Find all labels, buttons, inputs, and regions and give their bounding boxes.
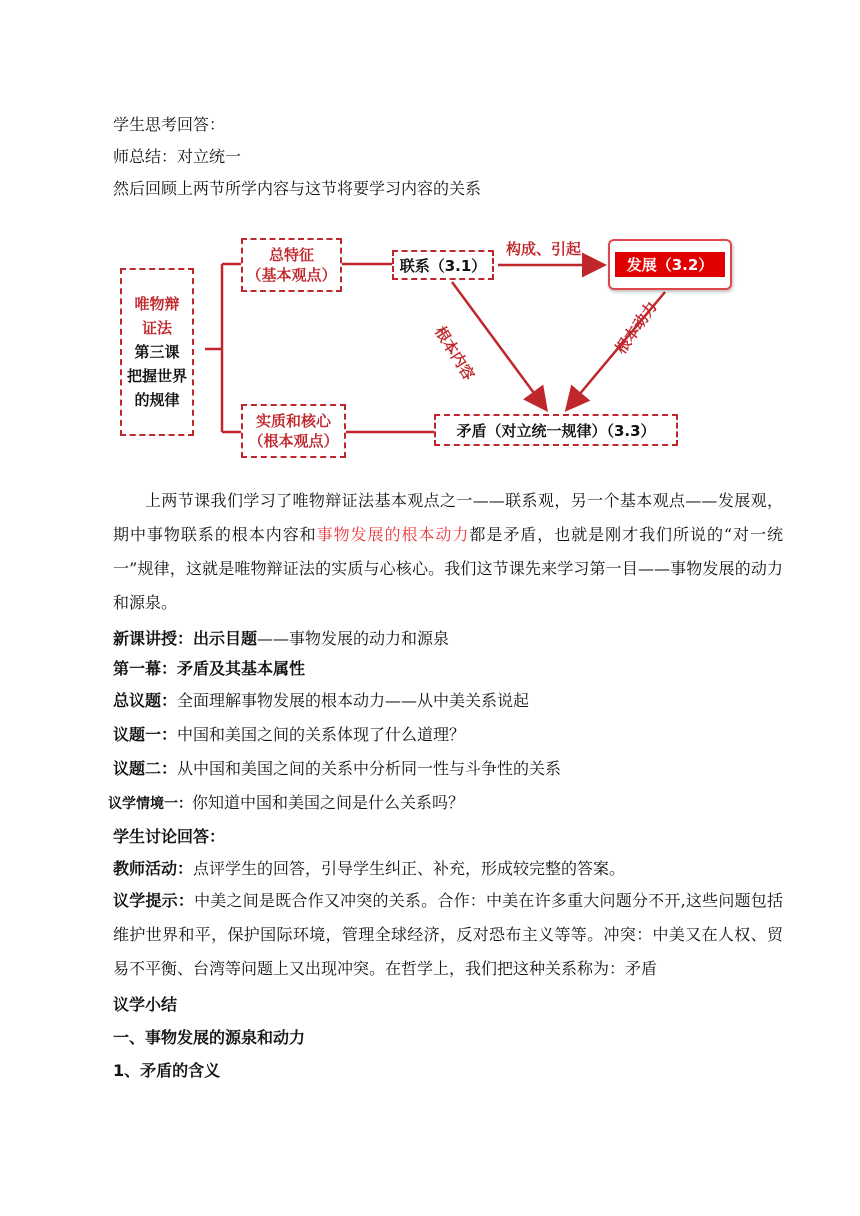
- scene-one-label: 议学情境一：: [108, 796, 192, 812]
- topic-two-text: 从中国和美国之间的关系中分析同一性与斗争性的关系: [177, 759, 562, 778]
- development-box: [608, 239, 732, 290]
- topic-two-label: 议题二：: [113, 759, 178, 778]
- hint-paragraph: [113, 884, 783, 986]
- brace-connector: [205, 264, 241, 432]
- scene-one-line: [108, 792, 464, 815]
- student-discuss: 学生讨论回答：: [113, 827, 226, 846]
- review-paragraph: [113, 484, 783, 620]
- teacher-activity-label: 教师活动：: [113, 859, 194, 878]
- act-one-heading: 第一幕：矛盾及其基本属性: [113, 659, 306, 678]
- intro-line-1: 学生思考回答：: [113, 115, 226, 134]
- new-lesson-line: [113, 628, 449, 650]
- label-constitute: 构成、引起: [506, 240, 582, 258]
- new-lesson-text: ——事物发展的动力和源泉: [257, 629, 450, 648]
- topic-one-label: 议题一：: [113, 725, 178, 744]
- review-highlight: 事物发展的根本动力: [316, 525, 470, 544]
- main-line-5: 的规律: [134, 391, 180, 409]
- main-line-3: 第三课: [134, 343, 180, 361]
- total-feature-box: [241, 238, 342, 292]
- link-box: 联系（3.1）: [392, 250, 494, 280]
- arrow-content: [452, 282, 545, 408]
- overall-topic-text: 全面理解事物发展的根本动力——从中美关系说起: [177, 691, 530, 710]
- scene-one-text: 你知道中国和美国之间是什么关系吗？: [192, 793, 465, 812]
- teacher-activity-text: 点评学生的回答，引导学生纠正、补充，形成较完整的答案。: [193, 859, 626, 878]
- subsection-one-heading: 1、矛盾的含义: [113, 1061, 221, 1080]
- total-feature-title: 总特征: [268, 246, 314, 264]
- label-fundamental-power: 根本动力: [611, 297, 661, 358]
- intro-line-3: 然后回顾上两节所学内容与这节将要学习内容的关系: [113, 179, 482, 198]
- hint-text: 中美之间是既合作又冲突的关系。合作：中美在许多重大问题分不开,这些问题包括维护世界和平，保护国际环境，管理全球经济，反对恐布主义等等。冲突：中美又在人权、贸易不平衡、台湾等问题上又出现冲突。在哲学上，我们把这种关系称为：矛盾: [113, 891, 783, 978]
- teacher-activity-line: [113, 858, 625, 880]
- topic-two-line: [113, 758, 561, 780]
- new-lesson-label: 新课讲授：出示目题: [113, 629, 258, 648]
- topic-one-text: 中国和美国之间的关系体现了什么道理？: [177, 725, 466, 744]
- overall-topic-line: [113, 690, 529, 712]
- summary-heading: 议学小结: [113, 995, 178, 1014]
- dialectics-box: [120, 268, 194, 436]
- section-one-heading: 一、事物发展的源泉和动力: [113, 1028, 306, 1047]
- contradiction-box: 矛盾（对立统一规律）（3.3）: [434, 414, 678, 446]
- development-label: 发展（3.2）: [615, 252, 726, 277]
- intro-line-2: 师总结：对立统一: [113, 147, 242, 166]
- main-line-4: 把握世界: [126, 367, 187, 385]
- review-text-b: 都是矛盾，也就是刚才我们所说的“对一统一”规律，这就是唯物辩证法的实质与心核心。我们这节课先来学习第一目——事物发展的动力和源泉。: [113, 525, 783, 612]
- hint-label: 议学提示：: [113, 891, 195, 910]
- main-line-2: 证法: [141, 319, 172, 337]
- review-text-a: 上两节课我们学习了唯物辩证法基本观点之一——联系观，另一个基本观点——发展观，期中事物联系的根本内容和: [113, 491, 783, 544]
- essence-core-title: 实质和核心: [255, 412, 331, 430]
- essence-core-sub: （根本观点）: [248, 432, 339, 450]
- label-fundamental-content: 根本内容: [431, 323, 479, 384]
- essence-core-box: [241, 404, 346, 458]
- total-feature-sub: （基本观点）: [246, 266, 337, 284]
- topic-one-line: [113, 724, 465, 746]
- main-line-1: 唯物辩: [134, 295, 180, 313]
- overall-topic-label: 总议题：: [113, 691, 178, 710]
